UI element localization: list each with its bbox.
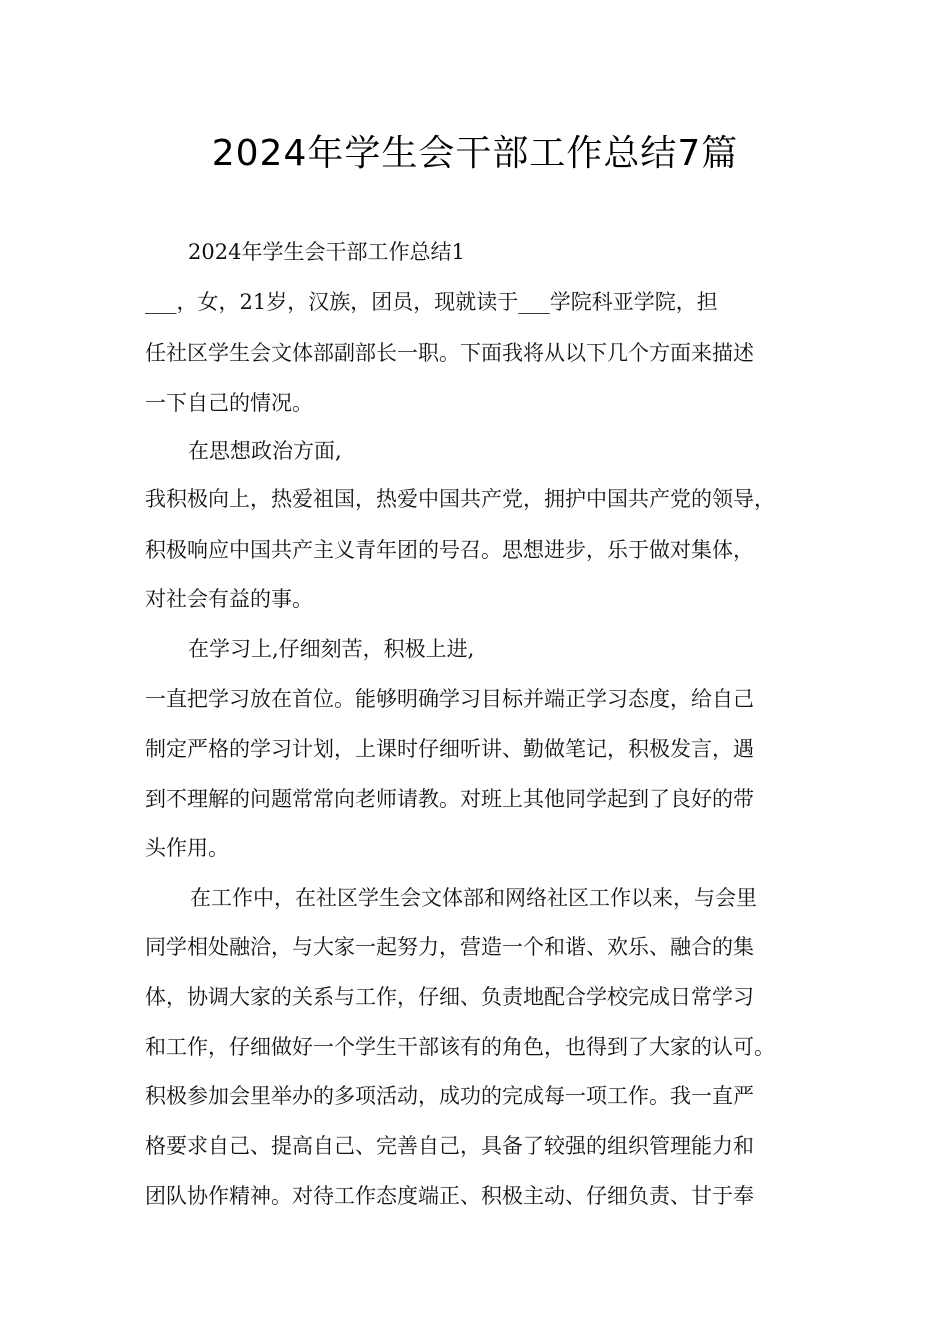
body-line: 同学相处融洽，与大家一起努力，营造一个和谐、欢乐、融合的集: [145, 935, 754, 959]
body-line: 在学习上,仔细刻苦，积极上进,: [188, 637, 475, 661]
body-line: 体，协调大家的关系与工作，仔细、负责地配合学校完成日常学习: [145, 985, 754, 1009]
body-line: 头作用。: [145, 836, 229, 860]
body-line: 对社会有益的事。: [145, 587, 313, 611]
document-title: 2024年学生会干部工作总结7篇: [211, 133, 739, 174]
body-line: ___，女，21岁，汉族，团员，现就读于___学院科亚学院，担: [145, 290, 718, 314]
body-line: 到不理解的问题常常向老师请教。对班上其他同学起到了良好的带: [145, 787, 754, 811]
body-line: 在思想政治方面,: [188, 439, 342, 463]
body-line: 一直把学习放在首位。能够明确学习目标并端正学习态度，给自己: [145, 687, 754, 711]
body-line: 积极响应中国共产主义青年团的号召。思想进步，乐于做对集体，: [145, 538, 754, 562]
section-heading: 2024年学生会干部工作总结1: [188, 240, 465, 264]
body-line: 制定严格的学习计划，上课时仔细听讲、勤做笔记，积极发言，遇: [145, 737, 754, 761]
body-line: 和工作，仔细做好一个学生干部该有的角色，也得到了大家的认可。: [145, 1035, 775, 1059]
body-line: 在工作中，在社区学生会文体部和网络社区工作以来，与会里: [190, 886, 757, 910]
body-line: 一下自己的情况。: [145, 391, 313, 415]
body-line: 任社区学生会文体部副部长一职。下面我将从以下几个方面来描述: [145, 341, 754, 365]
body-line: 我积极向上，热爱祖国，热爱中国共产党，拥护中国共产党的领导，: [145, 487, 775, 511]
body-line: 格要求自己、提高自己、完善自己，具备了较强的组织管理能力和: [145, 1134, 754, 1158]
body-line: 团队协作精神。对待工作态度端正、积极主动、仔细负责、甘于奉: [145, 1184, 754, 1208]
body-line: 积极参加会里举办的多项活动，成功的完成每一项工作。我一直严: [145, 1084, 754, 1108]
